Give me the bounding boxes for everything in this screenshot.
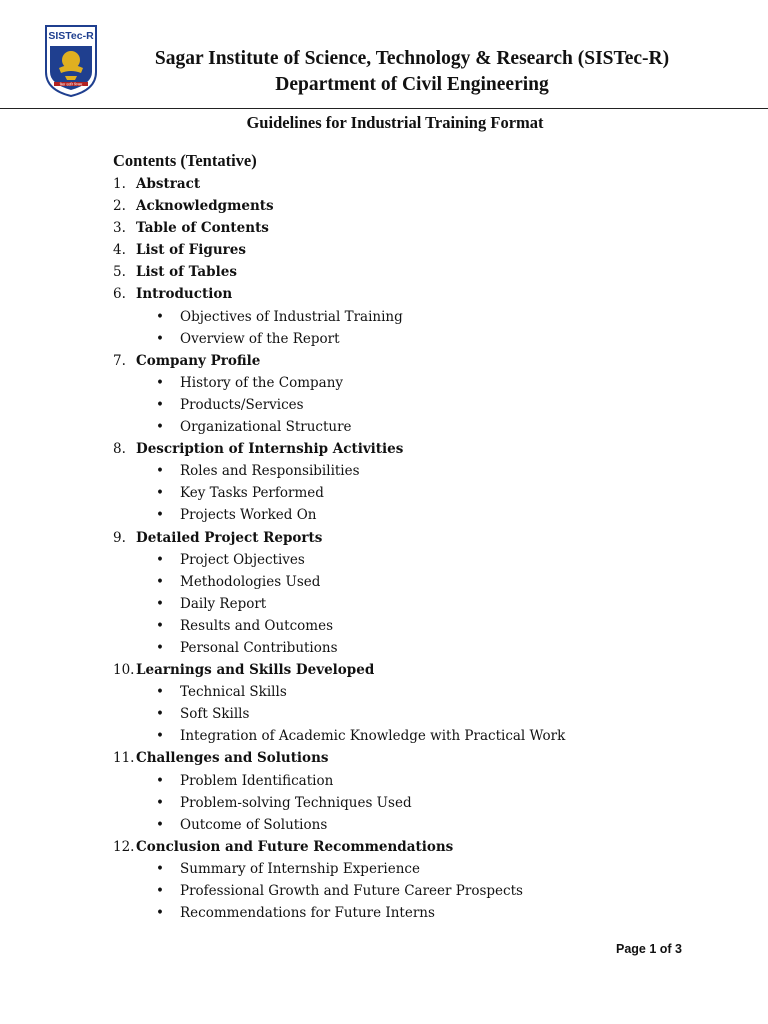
bullet-icon: • [156, 330, 164, 347]
toc-subitem-label: Projects Worked On [180, 507, 317, 524]
department-name: Department of Civil Engineering [275, 74, 549, 95]
toc-subitem-label: Summary of Internship Experience [180, 860, 420, 877]
toc-subitem-label: Overview of the Report [180, 330, 340, 347]
bullet-icon: • [156, 551, 164, 568]
bullet-icon: • [156, 595, 164, 612]
toc-item [113, 283, 733, 305]
toc-item [113, 747, 733, 769]
bullet-icon: • [156, 772, 164, 789]
toc-item-label: Introduction [136, 286, 233, 303]
toc-subitem [113, 902, 733, 924]
page-number: Page 1 of 3 [616, 942, 682, 956]
toc-item-label: Abstract [136, 176, 201, 192]
toc-item-label: Table of Contents [136, 220, 269, 237]
bullet-icon: • [156, 684, 164, 701]
toc-item [113, 659, 733, 681]
toc-subitem-label: Integration of Academic Knowledge with Practical Work [180, 728, 566, 745]
toc-item-label: Conclusion and Future Recommendations [136, 838, 454, 855]
toc-item-number: 9. [113, 529, 126, 546]
toc-subitem-label: Soft Skills [180, 706, 250, 723]
toc-subitem [113, 571, 733, 593]
toc-item [113, 261, 733, 283]
toc-item-number: 8. [113, 441, 126, 458]
toc-subitem-label: Problem-solving Techniques Used [180, 794, 412, 811]
toc-subitem-label: Recommendations for Future Interns [180, 905, 435, 922]
logo-text: SISTec-R [48, 30, 94, 42]
bullet-icon: • [156, 463, 164, 480]
bullet-icon: • [156, 883, 164, 899]
toc-item-label: Acknowledgments [136, 198, 274, 215]
toc-subitem [113, 770, 733, 792]
toc-subitem-label: Products/Services [180, 396, 304, 413]
toc-item [113, 438, 733, 460]
document-title: Guidelines for Industrial Training Format [246, 113, 544, 132]
toc-item-label: Challenges and Solutions [136, 750, 329, 767]
toc-subitem [113, 460, 733, 482]
bullet-icon: • [156, 396, 164, 413]
contents-heading: Contents (Tentative) [113, 151, 257, 170]
institute-name: Sagar Institute of Science, Technology & Research (SISTec-R) [154, 48, 670, 69]
toc-subitem-label: Technical Skills [180, 684, 287, 701]
bullet-icon: • [156, 728, 164, 745]
toc-subitem-label: Personal Contributions [180, 639, 338, 656]
toc-subitem [113, 615, 733, 637]
toc-subitem [113, 593, 733, 615]
toc-item [113, 527, 733, 549]
toc-subitem [113, 681, 733, 703]
toc-item-number: 1. [113, 176, 126, 192]
toc-subitem [113, 792, 733, 814]
toc-item-label: Learnings and Skills Developed [136, 662, 375, 679]
toc-subitem [113, 372, 733, 394]
toc-subitem-label: Problem Identification [180, 772, 334, 789]
toc-subitem-label: Key Tasks Performed [180, 485, 324, 502]
toc-subitem [113, 880, 733, 902]
toc-subitem-label: Methodologies Used [180, 573, 321, 590]
toc-item-label: Company Profile [136, 352, 261, 369]
toc-subitem-label: Project Objectives [180, 551, 305, 568]
bullet-icon: • [156, 573, 164, 590]
bullet-icon: • [156, 419, 164, 436]
bullet-icon: • [156, 374, 164, 391]
toc-item [113, 195, 733, 217]
toc-subitem-label: Results and Outcomes [180, 617, 334, 634]
toc-subitem-label: Roles and Responsibilities [180, 463, 360, 480]
toc-subitem-label: Organizational Structure [180, 419, 352, 436]
toc-item-number: 11. [113, 750, 135, 767]
toc-subitem-label: Daily Report [180, 595, 267, 612]
toc-subitem [113, 306, 733, 328]
bullet-icon: • [156, 905, 164, 922]
logo-tagline: विद्या ददाति विनयम् [59, 82, 83, 87]
bullet-icon: • [156, 308, 164, 325]
bullet-icon: • [156, 706, 164, 723]
toc-subitem-label: Outcome of Solutions [180, 816, 328, 833]
bullet-icon: • [156, 816, 164, 833]
toc-subitem [113, 858, 733, 880]
toc-item [113, 836, 733, 858]
toc-subitem [113, 637, 733, 659]
toc-item-number: 12. [113, 838, 135, 855]
toc-subitem [113, 328, 733, 350]
toc-item-label: Detailed Project Reports [136, 529, 323, 546]
toc-subitem [113, 725, 733, 747]
toc-item [113, 173, 733, 195]
table-of-contents [113, 173, 733, 924]
toc-item [113, 350, 733, 372]
bullet-icon: • [156, 639, 164, 656]
toc-item-label: List of Figures [136, 242, 246, 259]
toc-item-number: 2. [113, 198, 126, 215]
toc-item-label: Description of Internship Activities [136, 441, 404, 458]
bullet-icon: • [156, 617, 164, 634]
toc-subitem [113, 814, 733, 836]
toc-subitem-label: Professional Growth and Future Career Prospects [180, 883, 523, 899]
toc-item-number: 7. [113, 352, 126, 369]
toc-item [113, 239, 733, 261]
toc-subitem [113, 416, 733, 438]
toc-item-number: 5. [113, 264, 126, 281]
toc-item-number: 10. [113, 662, 135, 679]
page-header [112, 46, 712, 98]
toc-subitem [113, 703, 733, 725]
toc-subitem-label: Objectives of Industrial Training [180, 308, 403, 325]
toc-subitem [113, 504, 733, 526]
toc-subitem-label: History of the Company [180, 374, 344, 391]
toc-item-number: 4. [113, 242, 126, 259]
toc-item-number: 6. [113, 286, 126, 303]
bullet-icon: • [156, 794, 164, 811]
institute-logo [44, 24, 98, 98]
header-divider [0, 108, 768, 109]
toc-item-label: List of Tables [136, 264, 237, 281]
toc-subitem [113, 549, 733, 571]
toc-item-number: 3. [113, 220, 126, 237]
toc-item [113, 217, 733, 239]
logo-emblem-icon [44, 24, 98, 98]
toc-subitem [113, 482, 733, 504]
bullet-icon: • [156, 860, 164, 877]
toc-subitem [113, 394, 733, 416]
bullet-icon: • [156, 507, 164, 524]
bullet-icon: • [156, 485, 164, 502]
